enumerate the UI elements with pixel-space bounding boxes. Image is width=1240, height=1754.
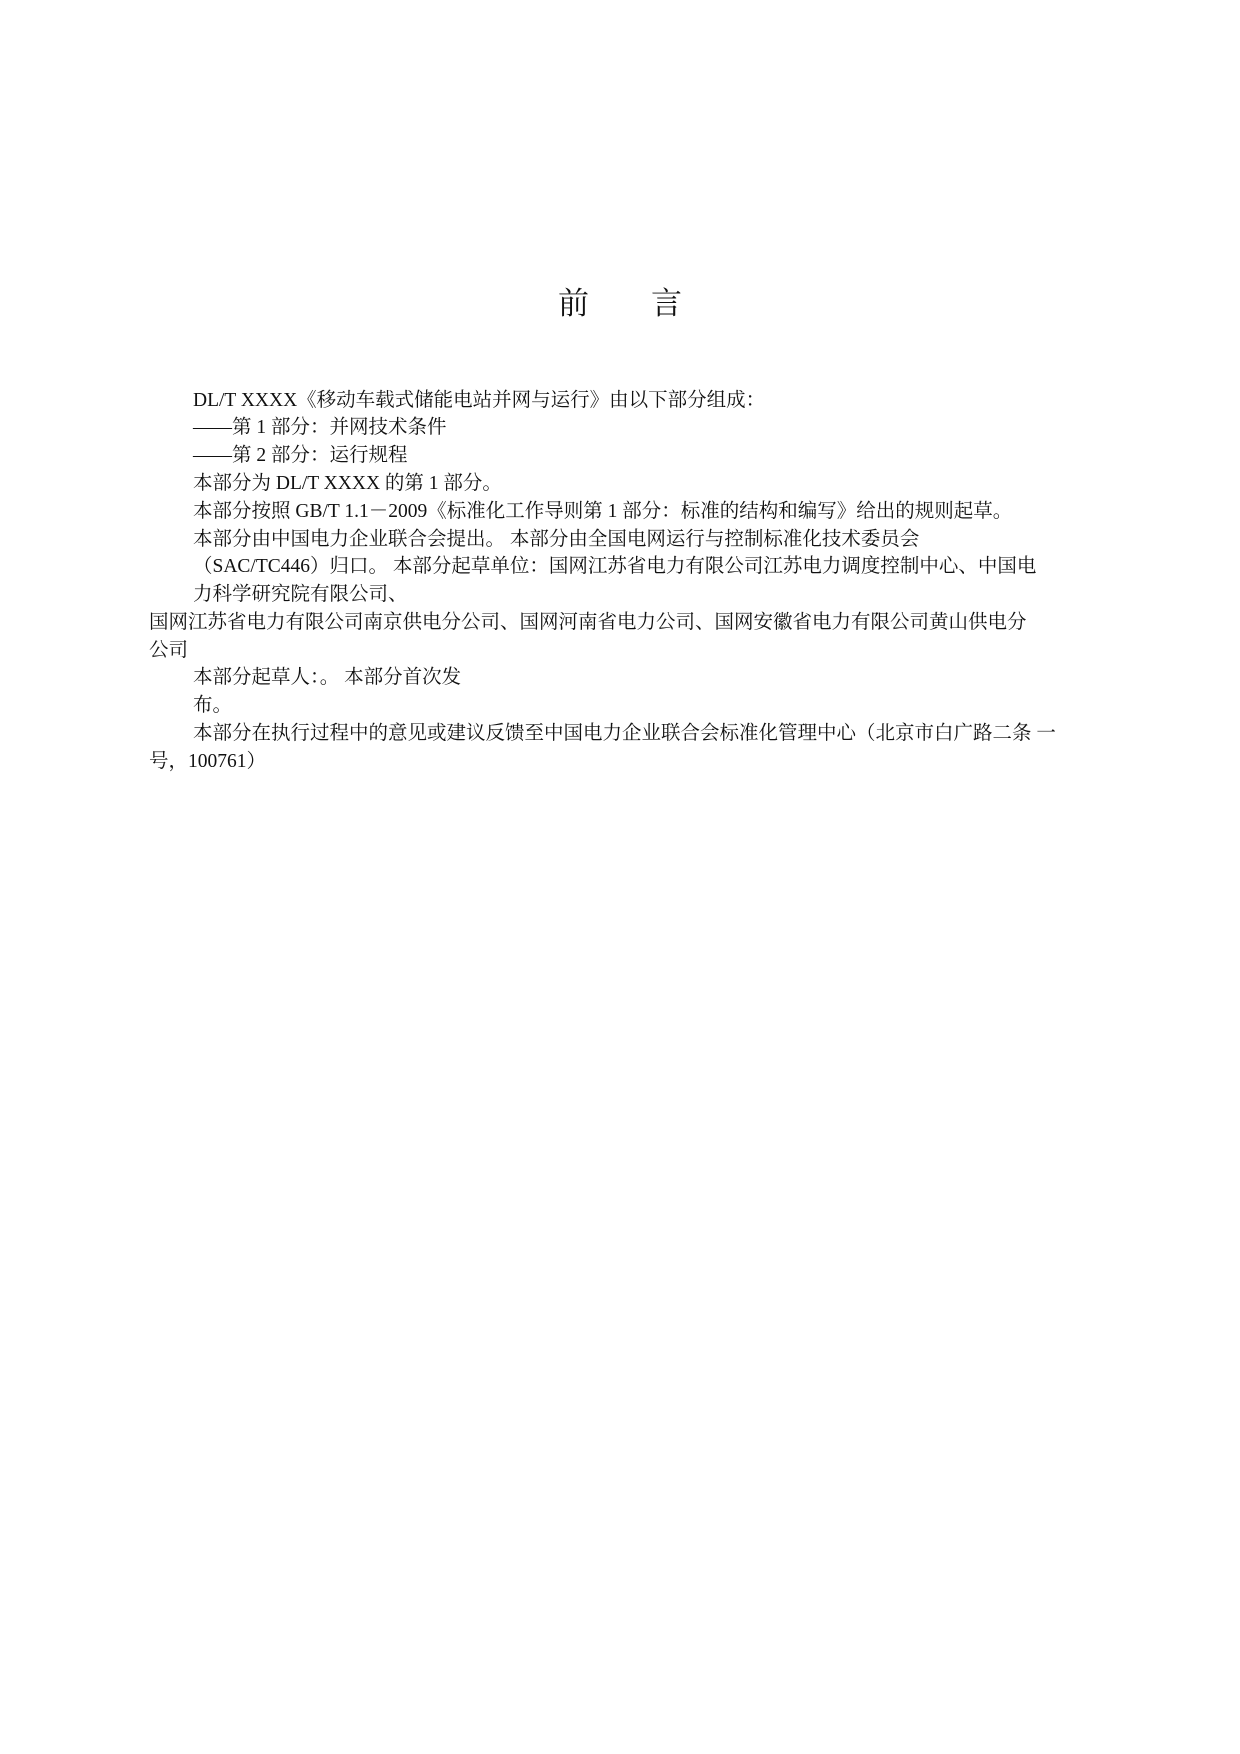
page-title [0, 278, 1240, 323]
paragraph-line: 本部分按照 GB/T 1.1－2009《标准化工作导则第 1 部分：标准的结构和编写》给出的规则起草。 [193, 501, 1013, 522]
title-char-2: 言 [651, 286, 682, 322]
paragraph-line: 本部分起草人：。 本部分首次发 [193, 667, 462, 688]
title-char-1: 前 [558, 286, 589, 322]
paragraph-line: 公司 [149, 640, 189, 661]
paragraph-line: 力科学研究院有限公司、 [193, 584, 408, 605]
paragraph-line: 布。 [193, 695, 233, 716]
paragraph-line: 本部分为 DL/T XXXX 的第 1 部分。 [193, 473, 502, 494]
paragraph-line: （SAC/TC446）归口。 本部分起草单位：国网江苏省电力有限公司江苏电力调度控制中心、中国电 [193, 556, 1037, 577]
paragraph-line: 本部分由中国电力企业联合会提出。 本部分由全国电网运行与控制标准化技术委员会 [193, 529, 920, 550]
paragraph-line: 号，100761） [149, 751, 267, 772]
paragraph-line: 国网江苏省电力有限公司南京供电分公司、国网河南省电力公司、国网安徽省电力有限公司黄山供电分 [149, 612, 1027, 633]
paragraph-line: ——第 2 部分：运行规程 [193, 445, 408, 466]
paragraph-line: ——第 1 部分：并网技术条件 [193, 417, 447, 438]
paragraph-line: DL/T XXXX《移动车载式储能电站并网与运行》由以下部分组成： [193, 390, 766, 411]
paragraph-line: 本部分在执行过程中的意见或建议反馈至中国电力企业联合会标准化管理中心（北京市白广路二条 一 [193, 723, 1056, 744]
